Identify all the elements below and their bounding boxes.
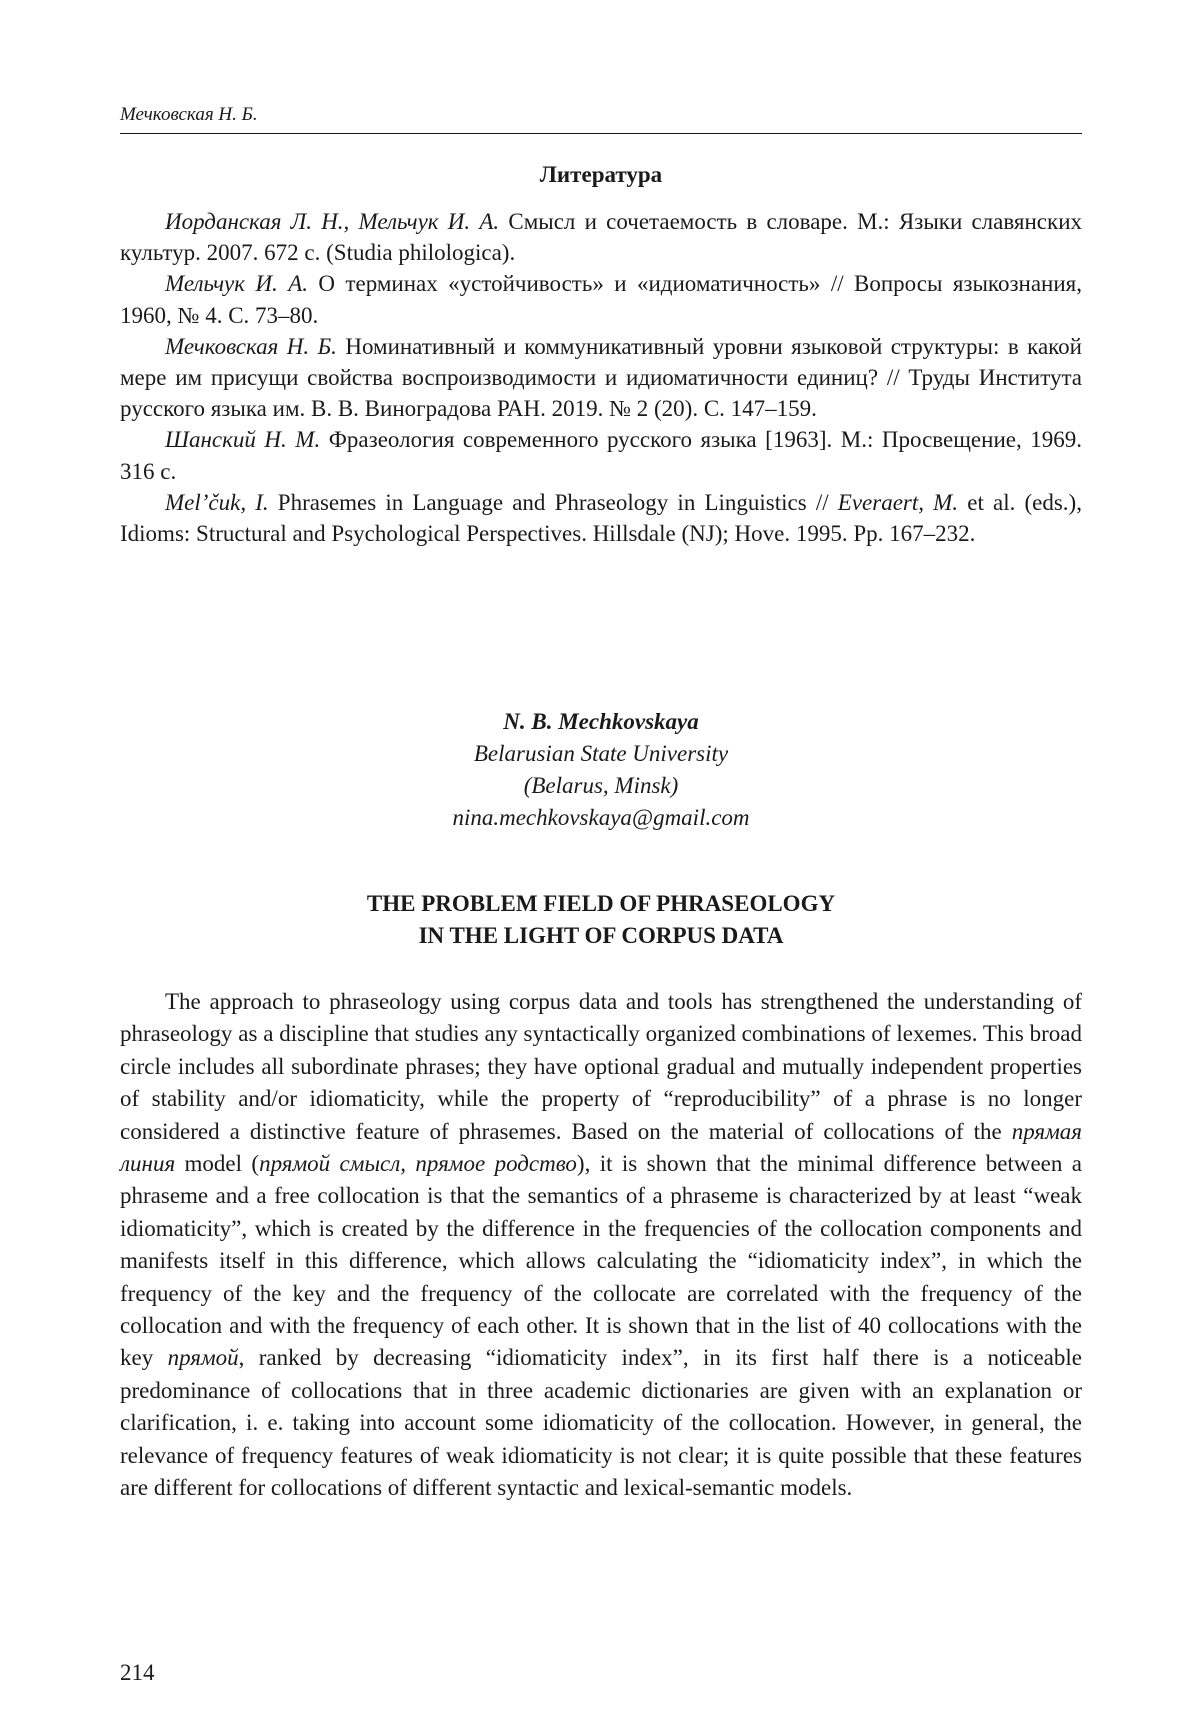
running-head: Мечковская Н. Б. [120,100,1082,134]
abstract-examples: прямой смысл, прямое родство [259,1151,577,1177]
author-affiliation: Belarusian State University [473,741,729,766]
reference-item [120,331,1082,425]
reference-text: О терминах «устойчивость» и «идиоматичность» // Вопросы языкознания, 1960, № 4. С. 73–80. [120,271,1082,328]
author-name: N. B. Mechkovskaya [503,709,699,734]
reference-author: Мечковская Н. Б. [165,333,337,359]
author-email: nina.mechkovskaya@gmail.com [452,805,750,830]
reference-item [120,424,1082,486]
reference-text: Phrasemes in Language and Phraseology in Linguistics // [268,489,838,515]
reference-author: Шанский Н. М. [165,427,321,453]
author-location: (Belarus, Minsk) [523,773,679,798]
reference-author: Mel’čuk, I. [165,489,269,515]
reference-item [120,206,1082,268]
reference-editor: Everaert, M. [837,489,959,515]
abstract-text: The approach to phraseology using corpus data and tools has strengthened the understanding of phraseology as a discipline that studies any syntactically organized combinations of lexemes. This broad circle includes all subordinate phrases; they have optional gradual and mutually independent properties of stability and/or idiomaticity, while the property of “reproducibility” of a phrase is no longer considered a distinctive feature of phrasemes. Based on the material of collocations of the [120,989,1082,1144]
reference-author: Иорданская Л. Н., Мельчук И. А. [165,209,500,234]
abstract-text: , ranked by decreasing “idiomaticity index”, in its first half there is a noticeable predominance of collocations that in three academic dictionaries are given with an explanation or clarification, i. e. taking into account some idiomaticity of the collocation. However, in general, the relevance of frequency features of weak idiomaticity is not clear; it is quite possible that these features are different for collocations of different syntactic and lexical-semantic models. [120,1345,1082,1501]
author-block [120,706,1082,834]
abstract-text: ), it is shown that the minimal difference between a phraseme and a free collocation is that the semantics of a phraseme is characterized by at least “weak idiomaticity”, which is created by the difference in the frequencies of the collocation components and manifests itself in this difference, which allows calculating the “idiomaticity index”, in which the frequency of the key and the frequency of the collocate are correlated with the frequency of the collocation and with the frequency of each other. It is shown that in the list of 40 collocations with the key [120,1151,1082,1371]
reference-text: Смысл и сочетаемость в словаре. М.: Языки славянских культур. 2007. 672 с. (Studia philologica). [120,209,1082,266]
article-title-line: IN THE LIGHT OF CORPUS DATA [418,923,784,948]
page-number: 214 [120,1660,155,1685]
references-list [120,206,1082,549]
abstract [120,986,1082,1505]
reference-item [120,268,1082,330]
reference-item [120,487,1082,549]
reference-author: Мельчук И. А. [165,271,309,297]
reference-text: et al. (eds.), Idioms: Structural and Psychological Perspectives. Hillsdale (NJ); Hove. 1995. Pp. 167–232. [120,489,1082,547]
references-heading: Литература [539,162,663,187]
reference-text: Фразеология современного русского языка [1963]. М.: Просвещение, 1969. 316 с. [120,427,1082,484]
abstract-text: model ( [175,1151,260,1177]
reference-text: Номинативный и коммуникативный уровни языковой структуры: в какой мере им присущи свойства воспроизводимости и идиоматичности единиц? // Труды Института русского языка им. В. В. Виноградова РАН. 2019. № 2 (20). С. 147–159. [120,333,1082,422]
abstract-model: прямая линия [120,1118,1082,1177]
abstract-key: прямой [167,1345,239,1371]
article-title [120,888,1082,952]
article-title-line: THE PROBLEM FIELD OF PHRASEOLOGY [366,891,836,916]
